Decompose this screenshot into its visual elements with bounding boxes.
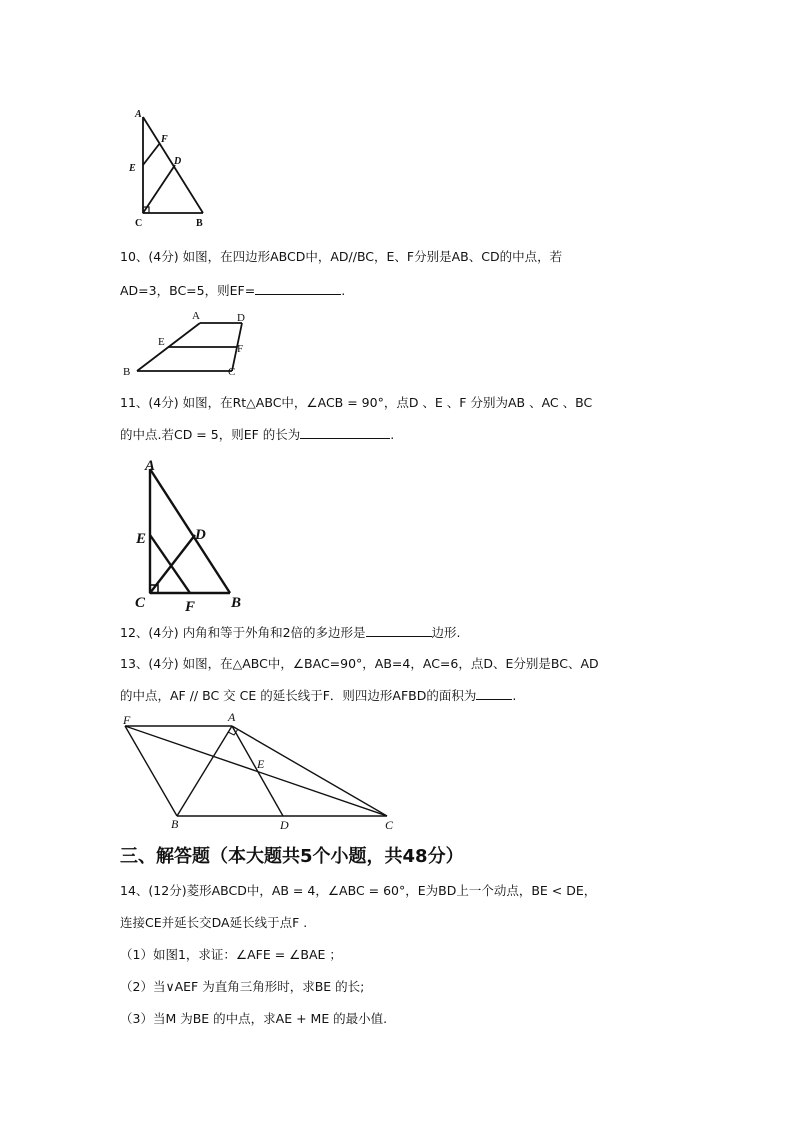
q10-answer-blank[interactable]	[255, 281, 341, 295]
q14-part3: （3）当M 为BE 的中点，求AE + ME 的最小值.	[120, 1011, 388, 1026]
fig11-label-D: D	[195, 527, 206, 543]
fig10-label-F: F	[237, 343, 244, 355]
fig13-label-C: C	[385, 818, 394, 832]
fig13-label-F: F	[123, 713, 131, 727]
q13-line2	[120, 686, 516, 705]
fig10-label-A: A	[192, 310, 200, 322]
figure-q10-trapezoid	[120, 305, 260, 380]
fig10-label-D: D	[237, 312, 245, 324]
q11-answer-blank[interactable]	[300, 425, 390, 439]
fig1-label-D: D	[174, 156, 182, 167]
q10-line2	[120, 281, 345, 300]
fig11-label-A: A	[145, 458, 156, 474]
q12-text-end: 边形.	[431, 625, 461, 640]
q12-answer-blank[interactable]	[366, 623, 432, 637]
fig13-label-B: B	[171, 817, 179, 831]
figure-q11-triangle	[130, 455, 250, 615]
fig10-label-B: B	[123, 366, 131, 378]
q11-line2-end: .	[390, 427, 395, 442]
fig10-label-E: E	[158, 336, 165, 348]
figure-q13-quadrilateral	[115, 710, 400, 835]
q13-line2-end: .	[512, 688, 517, 703]
fig13-label-A: A	[228, 710, 236, 724]
fig1-label-A: A	[135, 109, 142, 120]
fig11-label-C: C	[135, 595, 146, 611]
fig13-label-E: E	[257, 757, 265, 771]
q10-line2-end: .	[341, 283, 346, 298]
fig13-label-D: D	[280, 818, 289, 832]
q14-line2: 连接CE并延长交DA延长线于点F .	[120, 915, 308, 930]
q11-line1: 11、(4分) 如图，在Rt△ABC中，∠ACB = 90°，点D 、E 、F 分别为AB 、AC 、BC	[120, 395, 593, 410]
fig1-label-F: F	[161, 134, 168, 145]
fig11-label-E: E	[136, 531, 147, 547]
q14-part1: （1）如图1，求证：∠AFE = ∠BAE ；	[120, 947, 342, 962]
q10-line1: 10、(4分) 如图，在四边形ABCD中，AD//BC，E、F分别是AB、CD的中点，若	[120, 249, 563, 264]
fig1-label-C: C	[135, 218, 143, 229]
section-heading: 三、解答题（本大题共5个小题，共48分）	[120, 846, 464, 867]
fig1-label-B: B	[196, 218, 203, 229]
q13-line2-text: 的中点，AF // BC 交 CE 的延长线于F．则四边形AFBD的面积为	[120, 688, 477, 703]
q13-line1: 13、(4分) 如图，在△ABC中，∠BAC=90°，AB=4，AC=6，点D、E分别是BC、AD	[120, 656, 599, 671]
q13-answer-blank[interactable]	[476, 686, 512, 700]
fig11-label-F: F	[185, 599, 196, 615]
q12-text: 12、(4分) 内角和等于外角和2倍的多边形是	[120, 625, 366, 640]
fig1-label-E: E	[129, 163, 136, 174]
fig11-label-B: B	[231, 595, 242, 611]
q14-line1: 14、(12分)菱形ABCD中，AB = 4，∠ABC = 60°，E为BD上一个动点，BE < DE，	[120, 883, 597, 898]
q12-line	[120, 623, 461, 642]
q11-line2	[120, 425, 394, 444]
figure-q9-triangle	[125, 105, 225, 230]
fig10-label-C: C	[228, 366, 236, 378]
q14-part2: （2）当∨AEF 为直角三角形时，求BE 的长;	[120, 979, 365, 994]
q10-line2-text: AD=3，BC=5，则EF=	[120, 283, 256, 298]
q11-line2-text: 的中点.若CD = 5，则EF 的长为	[120, 427, 301, 442]
